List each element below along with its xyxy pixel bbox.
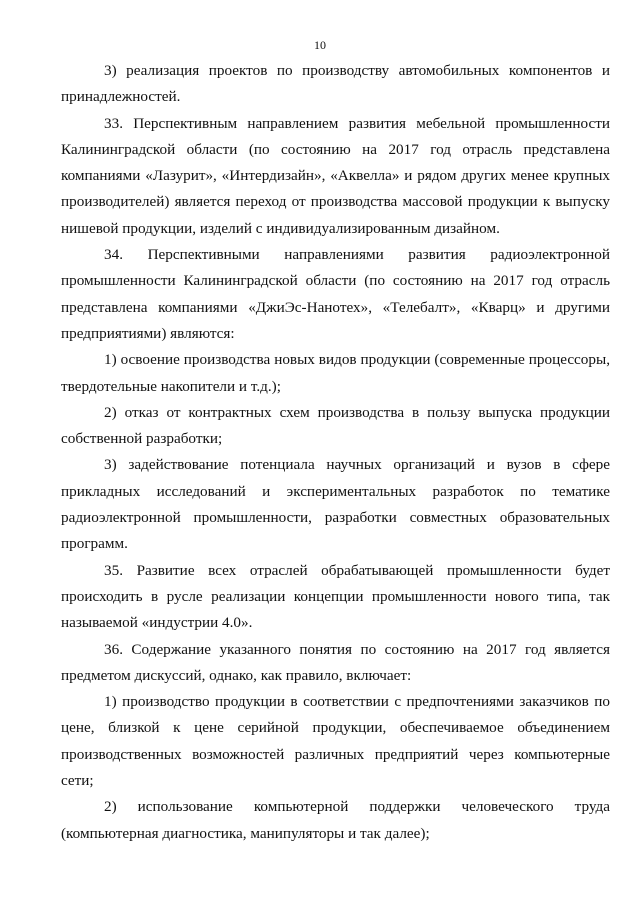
list-item-1-custom-production: 1) производство продукции в соответствии с предпочтениями заказчиков по цене, близкой к цене серийной продукции, обеспечиваемое объединением производственных возможностей различных предприятий через компьютерные сети; <box>61 693 610 790</box>
paragraph-item-3-components: 3) реализация проектов по производству автомобильных компонентов и принадлежностей. <box>61 62 610 106</box>
paragraph-34-radioelectronics: 34. Перспективными направлениями развития радиоэлектронной промышленности Калининградской области (по состоянию на 2017 год отрасль представлена компаниями «ДжиЭс-Нанотех», «Телебалт», «Кварц» и другими предприятиями) являются: <box>61 246 610 342</box>
paragraph-36-concept: 36. Содержание указанного понятия по состоянию на 2017 год является предметом дискуссий, однако, как правило, включает: <box>61 640 610 684</box>
list-item-1-new-products: 1) освоение производства новых видов продукции (современные процессоры, твердотельные накопители и т.д.); <box>61 351 610 395</box>
list-item-3-research-potential: 3) задействование потенциала научных организаций и вузов в сфере прикладных исследований и экспериментальных разработок по тематике радиоэлектронной промышленности, разработки совместных образовательных программ. <box>61 456 610 553</box>
list-item-2-computer-support: 2) использование компьютерной поддержки человеческого труда (компьютерная диагностика, манипуляторы и так далее); <box>61 798 610 842</box>
page-number: 10 <box>314 38 326 52</box>
paragraph-33-furniture: 33. Перспективным направлением развития мебельной промышленности Калининградской области (по состоянию на 2017 год отрасль представлена компаниями «Лазурит», «Интердизайн», «Аквелла» и рядом других менее крупных производителей) является переход от производства массовой продукции к выпуску нишевой продукции, изделий с индивидуализированным дизайном. <box>61 114 610 237</box>
document-body <box>61 58 610 847</box>
paragraph-35-industry-4: 35. Развитие всех отраслей обрабатывающей промышленности будет происходить в русле реализации концепции промышленности нового типа, так называемой «индустрии 4.0». <box>61 561 610 632</box>
list-item-2-own-development: 2) отказ от контрактных схем производства в пользу выпуска продукции собственной разработки; <box>61 403 610 448</box>
